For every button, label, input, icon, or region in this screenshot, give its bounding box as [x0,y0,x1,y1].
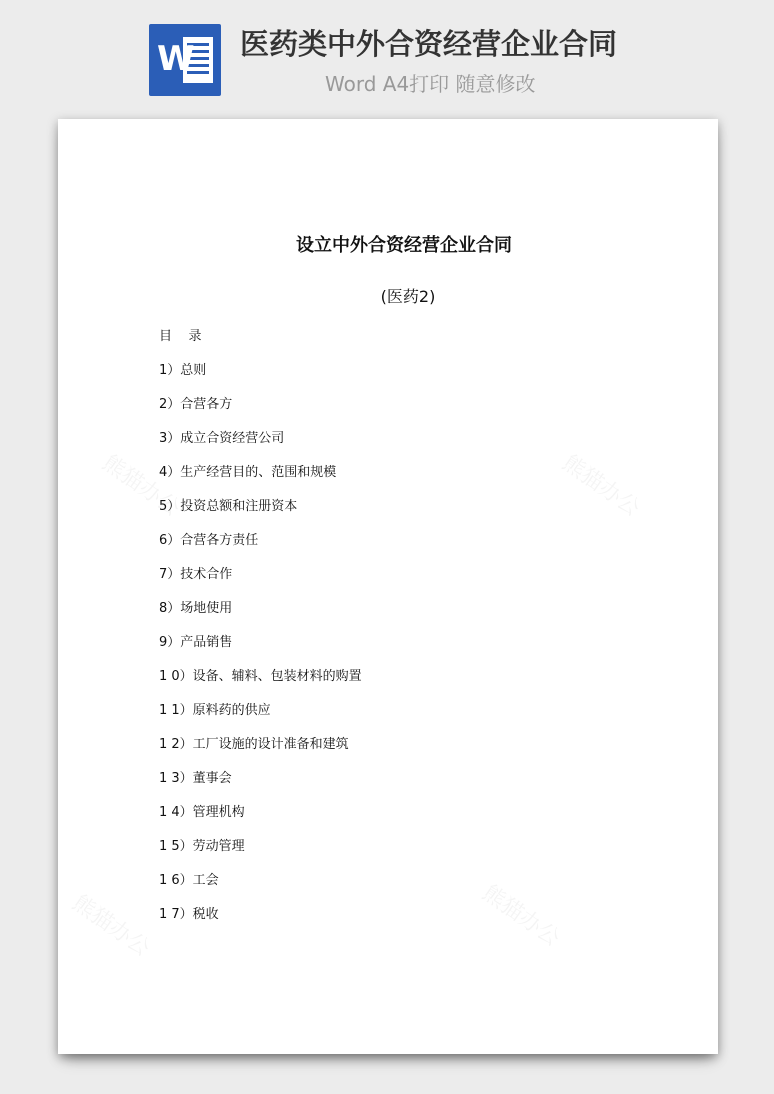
toc-item: 1 1）原料药的供应 [159,703,271,718]
toc-item: 7）技术合作 [159,567,233,582]
toc-item: 8）场地使用 [159,601,233,616]
toc-item: 1 5）劳动管理 [159,839,245,854]
toc-item: 5）投资总额和注册资本 [159,499,298,514]
toc-item: 1 7）税收 [159,907,219,922]
watermark [67,887,157,963]
document-subtitle: (医药2) [380,287,436,306]
watermark [557,447,647,523]
header-banner [0,0,774,118]
toc-item: 2）合营各方 [159,397,233,412]
toc-item: 1 0）设备、辅料、包装材料的购置 [159,669,362,684]
watermark [477,877,567,953]
toc-heading: 目 录 [159,329,202,344]
table-of-contents [159,362,362,940]
document-page [58,119,718,1054]
toc-item: 1 6）工会 [159,873,219,888]
toc-item: 1）总则 [159,363,207,378]
word-logo-letter: W [157,39,195,79]
header-subtitle: Word A4打印 随意修改 [325,72,536,96]
toc-item: 6）合营各方责任 [159,533,259,548]
toc-item: 3）成立合资经营公司 [159,431,285,446]
toc-item: 4）生产经营目的、范围和规模 [159,465,337,480]
toc-item: 1 2）工厂设施的设计准备和建筑 [159,737,349,752]
toc-item: 9）产品销售 [159,635,233,650]
header-title: 医药类中外合资经营企业合同 [240,27,618,61]
document-title: 设立中外合资经营企业合同 [296,235,512,256]
toc-item: 1 3）董事会 [159,771,232,786]
toc-item: 1 4）管理机构 [159,805,245,820]
word-logo-icon [149,24,221,96]
